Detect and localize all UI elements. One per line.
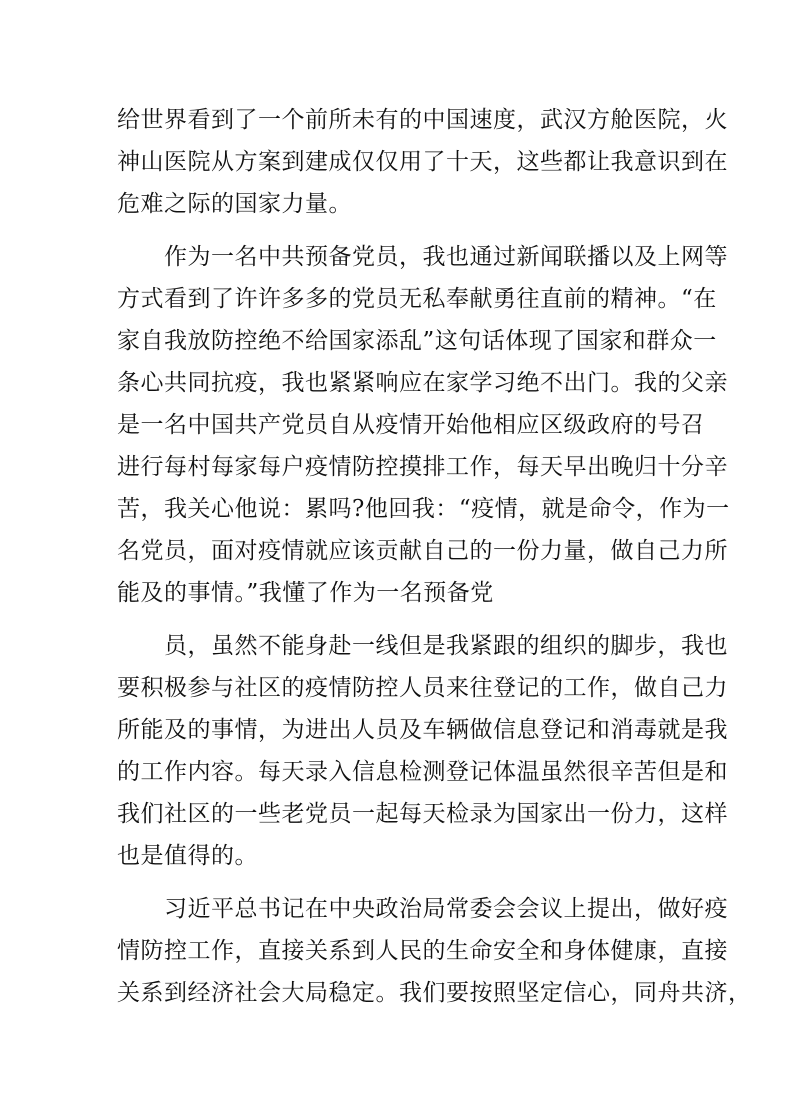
paragraph-3-line-6: 也是值得的。 xyxy=(117,843,258,869)
paragraph-3-line-1: 员，虽然不能身赴一线但是我紧跟的组织的脚步，我也 xyxy=(164,633,728,659)
paragraph-2-line-8: 名党员，面对疫情就应该贡献自己的一份力量，做自己力所 xyxy=(117,538,728,564)
paragraph-2-line-3: 家自我放防控绝不给国家添乱”这句话体现了国家和群众一 xyxy=(117,328,717,354)
paragraph-2-line-4: 条心共同抗疫，我也紧紧响应在家学习绝不出门。我的父亲 xyxy=(117,370,728,396)
paragraph-4-line-3: 关系到经济社会大局稳定。我们要按照坚定信心，同舟共济， xyxy=(117,980,752,1006)
paragraph-3-line-3: 所能及的事情，为进出人员及车辆做信息登记和消毒就是我 xyxy=(117,717,728,743)
paragraph-1-line-2: 神山医院从方案到建成仅仅用了十天，这些都让我意识到在 xyxy=(117,149,728,175)
paragraph-3-line-2: 要积极参与社区的疫情防控人员来往登记的工作，做自己力 xyxy=(117,675,728,701)
paragraph-1-line-3: 危难之际的国家力量。 xyxy=(117,191,352,217)
paragraph-2-line-5: 是一名中国共产党员自从疫情开始他相应区级政府的号召 xyxy=(117,412,705,438)
paragraph-1-line-1: 给世界看到了一个前所未有的中国速度，武汉方舱医院，火 xyxy=(117,107,728,133)
paragraph-2-line-9: 能及的事情。”我懂了作为一名预备党 xyxy=(117,580,494,606)
paragraph-2-line-2: 方式看到了许许多多的党员无私奉献勇往直前的精神。“在 xyxy=(117,286,717,312)
paragraph-4-line-2: 情防控工作，直接关系到人民的生命安全和身体健康，直接 xyxy=(117,938,728,964)
paragraph-2-line-1: 作为一名中共预备党员，我也通过新闻联播以及上网等 xyxy=(164,244,728,270)
paragraph-2-line-7: 苦，我关心他说：累吗?他回我：“疫情，就是命令，作为一 xyxy=(117,496,730,522)
paragraph-4-line-1: 习近平总书记在中央政治局常委会会议上提出，做好疫 xyxy=(164,896,728,922)
paragraph-3-line-4: 的工作内容。每天录入信息检测登记体温虽然很辛苦但是和 xyxy=(117,759,728,785)
paragraph-2-line-6: 进行每村每家每户疫情防控摸排工作，每天早出晚归十分辛 xyxy=(117,454,728,480)
paragraph-3-line-5: 我们社区的一些老党员一起每天检录为国家出一份力，这样 xyxy=(117,801,728,827)
